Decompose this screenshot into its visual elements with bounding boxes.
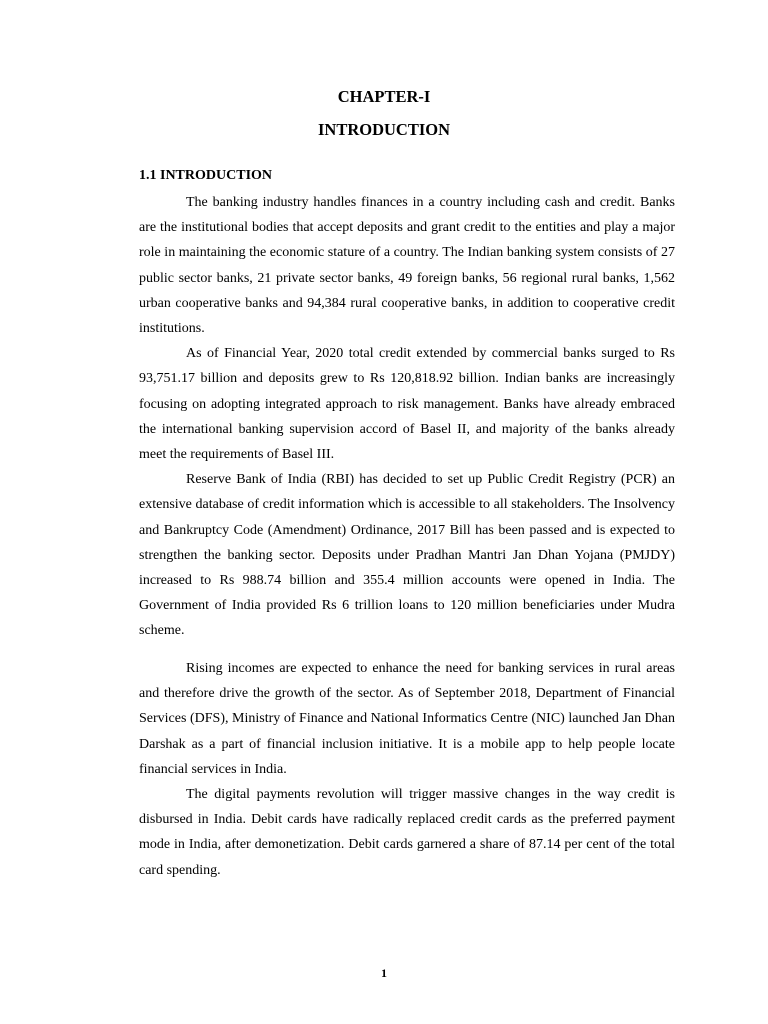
body-text-block-2 — [139, 656, 675, 883]
paragraph-rbi-registry: Reserve Bank of India (RBI) has decided to set up Public Credit Registry (PCR) an extensive database of credit information which is accessible to all stakeholders. The Insolvency and Bankruptcy Code (Amendment) Ordinance, 2017 Bill has been passed and is expected to strengthen the banking sector. Deposits under Pradhan Mantri Jan Dhan Yojana (PMJDY) increased to Rs 988.74 billion and 355.4 million accounts were opened in India. The Government of India provided Rs 6 trillion loans to 120 million beneficiaries under Mudra scheme. — [139, 472, 675, 639]
paragraph-banking-industry: The banking industry handles finances in a country including cash and credit. Banks are the institutional bodies that accept deposits and grant credit to the entities and play a major role in maintaining the economic stature of a country. The Indian banking system consists of 27 public sector banks, 21 private sector banks, 49 foreign banks, 56 regional rural banks, 1,562 urban cooperative banks and 94,384 rural cooperative banks, in addition to cooperative credit institutions. — [139, 195, 675, 337]
section-heading: 1.1 INTRODUCTION — [139, 168, 273, 183]
paragraph-financial-year: As of Financial Year, 2020 total credit extended by commercial banks surged to Rs 93,751.17 billion and deposits grew to Rs 120,818.92 billion. Indian banks are increasingly focusing on adopting integrated approach to risk management. Banks have already embraced the international banking supervision accord of Basel II, and majority of the banks already meet the requirements of Basel III. — [139, 346, 675, 463]
chapter-label: CHAPTER-I — [337, 87, 431, 106]
paragraph-digital-payments: The digital payments revolution will trigger massive changes in the way credit is disbursed in India. Debit cards have radically replaced credit cards as the preferred payment mode in India, after demonetization. Debit cards garnered a share of 87.14 per cent of the total card spending. — [139, 787, 675, 878]
page-number: 1 — [381, 966, 387, 980]
body-text-block-1 — [139, 190, 675, 644]
paragraph-rising-incomes: Rising incomes are expected to enhance the need for banking services in rural areas and therefore drive the growth of the sector. As of September 2018, Department of Financial Services (DFS), Ministry of Finance and National Informatics Centre (NIC) launched Jan Dhan Darshak as a part of financial inclusion initiative. It is a mobile app to help people locate financial services in India. — [139, 661, 675, 777]
chapter-title: INTRODUCTION — [317, 120, 451, 139]
